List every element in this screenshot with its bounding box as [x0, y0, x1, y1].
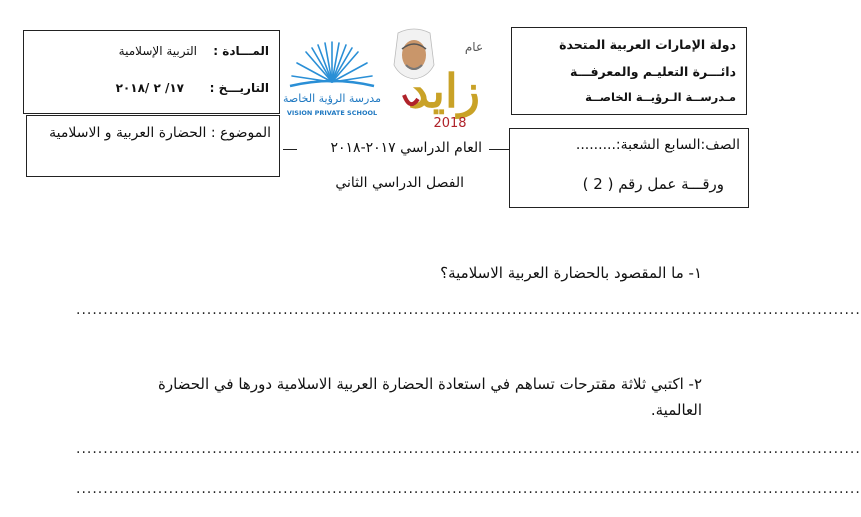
- vision-arabic-name: مدرسة الرؤية الخاصة: [283, 92, 381, 105]
- question-2-line-1: ٢- اكتبي ثلاثة مقترحات تساهم في استعادة الحضارة العربية الاسلامية دورها في الحضارة: [158, 375, 702, 393]
- subject-date-box: [23, 30, 280, 114]
- vision-english-name: VISION PRIVATE SCHOOL: [286, 109, 378, 117]
- topic-box: [26, 115, 280, 177]
- answer-line[interactable]: ................................................................................................................................................: [76, 441, 861, 457]
- subject-label: المـــادة :: [213, 44, 269, 58]
- school-name: مـدرســة الـرؤيــة الخاصــة: [585, 90, 736, 104]
- question-2-line-2: العالمية.: [650, 401, 702, 419]
- academic-year: العام الدراسي ٢٠١٧-٢٠١٨: [330, 140, 482, 156]
- zayed-name: زايد: [408, 64, 480, 118]
- divider-line-left: [283, 149, 297, 150]
- date-value: ١٧/ ٢ /٢٠١٨: [115, 81, 184, 95]
- topic-text: الموضوع : الحضارة العربية و الاسلامية: [49, 125, 271, 141]
- department-name: دائـــرة التعليـم والمعرفـــة: [569, 64, 736, 79]
- country-name: دولة الإمارات العربية المتحدة: [559, 37, 736, 52]
- ministry-header-box: [511, 27, 747, 115]
- question-1: ١- ما المقصود بالحضارة العربية الاسلامية؟: [440, 264, 702, 282]
- zayed-year-number: 2018: [433, 116, 467, 131]
- subject-value: التربية الإسلامية: [118, 44, 197, 58]
- worksheet-number: ورقـــة عمل رقم ( 2 ): [582, 175, 724, 193]
- vision-school-logo: [282, 36, 382, 120]
- class-section: الصف:السابع الشعبة:.........: [575, 137, 740, 153]
- divider-line-right: [489, 149, 509, 150]
- semester: الفصل الدراسي الثاني: [335, 175, 464, 191]
- year-of-zayed-logo: [384, 25, 504, 133]
- answer-line[interactable]: ................................................................................................................................................: [76, 302, 861, 318]
- class-worksheet-box: [509, 128, 749, 208]
- answer-line[interactable]: ................................................................................................................................................: [76, 481, 861, 497]
- zayed-year-word: عام: [464, 40, 484, 54]
- date-label: التاريـــخ :: [209, 81, 269, 95]
- sunburst-icon: [292, 42, 372, 82]
